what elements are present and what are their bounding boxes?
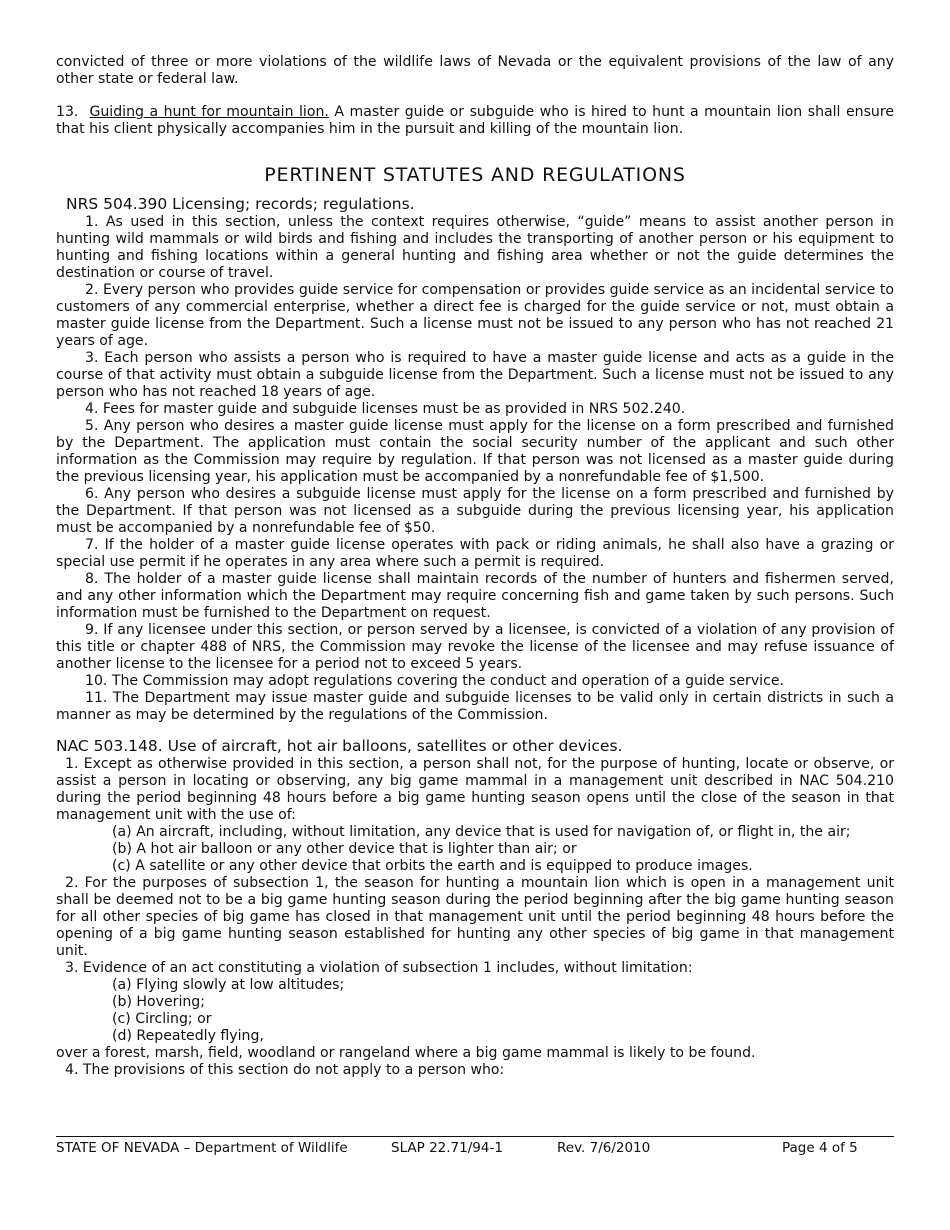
nrs-paragraph: 5. Any person who desires a master guide license must apply for the license on a form prescribed and furnished by the Department. The application must contain the social security number of the applicant and such other information as the Commission may require by regulation. If that person was not licensed as a master guide during the previous licensing year, his application must be accompanied by a nonrefundable fee of $1,500. — [56, 418, 894, 485]
nac-list-item: (c) Circling; or — [112, 1011, 212, 1027]
item-13-title: Guiding a hunt for mountain lion. — [89, 104, 329, 120]
nrs-paragraph: 1. As used in this section, unless the context requires otherwise, “guide” means to assist another person in hunting wild mammals or wild birds and fishing and includes the transporting of another person or his equipment to hunting and fishing locations within a general hunting and fishing area whether or not the guide determines the destination or course of travel. — [56, 214, 894, 281]
nac-paragraph-3-tail: over a forest, marsh, field, woodland or rangeland where a big game mammal is likely to be found. — [56, 1045, 756, 1061]
nac-paragraph-1: 1. Except as otherwise provided in this section, a person shall not, for the purpose of hunting, locate or observe, or assist a person in locating or observing, any big game mammal in a management unit described in NAC 504.210 during the period beginning 48 hours before a big game hunting season opens until the close of the season in that management unit with the use of: — [56, 756, 894, 823]
item-13-number: 13. — [56, 104, 79, 120]
nac-list-item: (d) Repeatedly flying, — [112, 1028, 264, 1044]
footer-code: SLAP 22.71/94-1 — [391, 1140, 503, 1156]
intro-text: convicted of three or more violations of the wildlife laws of Nevada or the equivalent provisions of the law of any other state or federal law. — [56, 54, 894, 87]
nac-list-item: (a) An aircraft, including, without limitation, any device that is used for navigation of, or flight in, the air; — [112, 824, 851, 840]
page-content — [56, 54, 894, 1079]
footer-revision: Rev. 7/6/2010 — [557, 1140, 651, 1156]
item-13 — [56, 104, 894, 138]
nac-list-item: (b) Hovering; — [112, 994, 205, 1010]
item-13-text: A master guide or subguide who is hired to hunt a mountain lion shall ensure that his client physically accompanies him in the pursuit and killing of the mountain lion. — [56, 104, 895, 137]
section-heading: PERTINENT STATUTES AND REGULATIONS — [264, 164, 686, 186]
nac-paragraph-4: 4. The provisions of this section do not apply to a person who: — [65, 1062, 505, 1078]
nac-list-item: (a) Flying slowly at low altitudes; — [112, 977, 345, 993]
nrs-paragraph: 11. The Department may issue master guide and subguide licenses to be valid only in certain districts in such a manner as may be determined by the regulations of the Commission. — [56, 690, 894, 723]
nrs-paragraph: 2. Every person who provides guide service for compensation or provides guide service as an incidental service to customers of any commercial enterprise, whether a direct fee is charged for the guide service or not, must obtain a master guide license from the Department. Such a license must not be issued to any person who has not reached 21 years of age. — [56, 282, 894, 349]
nrs-paragraph: 6. Any person who desires a subguide license must apply for the license on a form prescribed and furnished by the Department. If that person was not licensed as a subguide during the previous licensing year, his application must be accompanied by a nonrefundable fee of $50. — [56, 486, 894, 536]
nrs-paragraph: 10. The Commission may adopt regulations covering the conduct and operation of a guide service. — [85, 673, 784, 689]
nac-title: NAC 503.148. Use of aircraft, hot air balloons, satellites or other devices. — [56, 737, 623, 755]
page-footer — [56, 1136, 894, 1159]
nrs-paragraph: 8. The holder of a master guide license shall maintain records of the number of hunters and fishermen served, and any other information which the Department may require concerning fish and game taken by such persons. Such information must be furnished to the Department on request. — [56, 571, 894, 621]
footer-agency: STATE OF NEVADA – Department of Wildlife — [56, 1140, 348, 1156]
nrs-paragraph: 3. Each person who assists a person who is required to have a master guide license and acts as a guide in the course of that activity must obtain a subguide license from the Department. Such a license must not be issued to any person who has not reached 18 years of age. — [56, 350, 894, 400]
nac-list-item: (b) A hot air balloon or any other device that is lighter than air; or — [112, 841, 577, 857]
nrs-paragraph: 7. If the holder of a master guide license operates with pack or riding animals, he shall also have a grazing or special use permit if he operates in any area where such a permit is required. — [56, 537, 894, 570]
nrs-paragraph: 9. If any licensee under this section, or person served by a licensee, is convicted of a violation of any provision of this title or chapter 488 of NRS, the Commission may revoke the license of the licensee and may refuse issuance of another license to the licensee for a period not to exceed 5 years. — [56, 622, 894, 672]
nac-paragraph-2: 2. For the purposes of subsection 1, the season for hunting a mountain lion which is open in a management unit shall be deemed not to be a big game hunting season during the period beginning after the big game hunting season for all other species of big game has closed in that management unit until the period beginning 48 hours before the opening of a big game hunting season established for hunting any other species of big game in that management unit. — [56, 875, 894, 959]
nrs-paragraph: 4. Fees for master guide and subguide licenses must be as provided in NRS 502.240. — [85, 401, 686, 417]
nac-list-item: (c) A satellite or any other device that orbits the earth and is equipped to produce images. — [112, 858, 753, 874]
nrs-title: NRS 504.390 Licensing; records; regulations. — [66, 195, 415, 213]
nac-paragraph-3: 3. Evidence of an act constituting a violation of subsection 1 includes, without limitation: — [65, 960, 693, 976]
footer-page-number: Page 4 of 5 — [782, 1140, 858, 1156]
